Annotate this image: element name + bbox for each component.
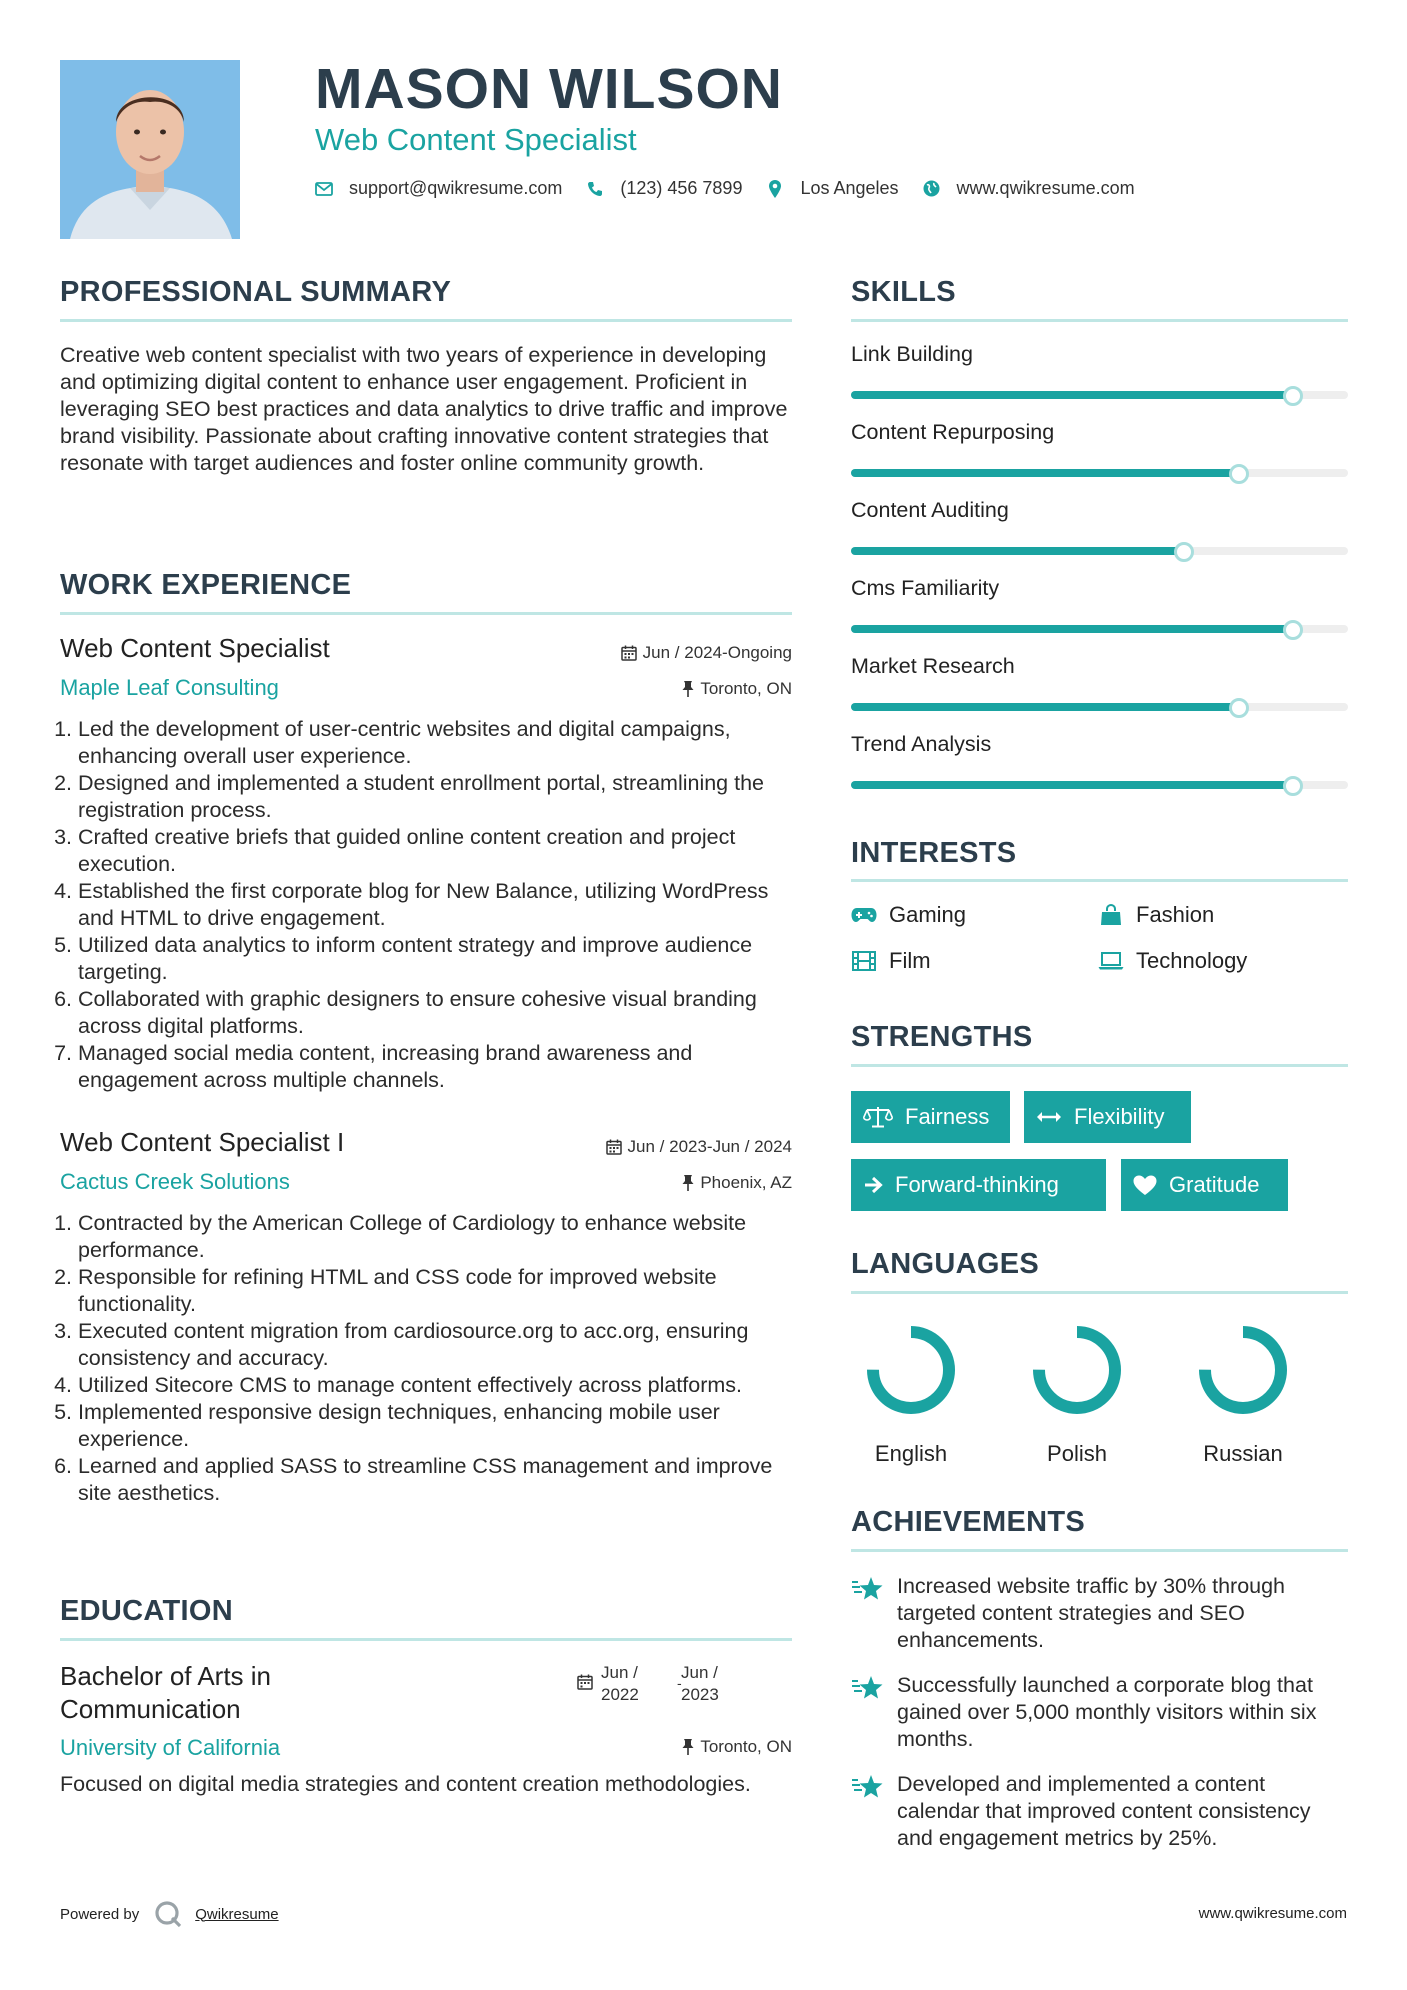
phone-icon bbox=[586, 180, 604, 198]
powered-by-text: Powered by bbox=[60, 1905, 140, 1923]
summary-divider bbox=[60, 319, 792, 322]
job-bullets bbox=[60, 1210, 808, 1507]
summary-text: Creative web content specialist with two years of experience in developing and optimizing digital content to enhance user engagement. Proficient in leveraging SEO best practices and data analytics to drive traffic and improve brand visibility. Passionate about crafting innovative content strategies that resonate with target audiences and foster online community growth. bbox=[60, 343, 788, 475]
skill-bar-fill bbox=[851, 469, 1239, 477]
language-item bbox=[856, 1320, 966, 1467]
strengths-heading: STRENGTHS bbox=[851, 1021, 1033, 1053]
contact-phone-text: (123) 456 7899 bbox=[620, 178, 743, 198]
strengths-divider bbox=[851, 1064, 1348, 1067]
star-trophy-icon bbox=[851, 1672, 885, 1753]
interests-heading: INTERESTS bbox=[851, 837, 1017, 869]
list-item: 3. Crafted creative briefs that guided online content creation and project execution. bbox=[78, 824, 808, 878]
education-date-end-2: 2023 bbox=[681, 1685, 719, 1704]
languages-divider bbox=[851, 1291, 1348, 1294]
balance-scale-icon bbox=[863, 1106, 893, 1128]
skill-bar-fill bbox=[851, 391, 1293, 399]
envelope-icon bbox=[315, 180, 333, 198]
list-item: 5. Utilized data analytics to inform content strategy and improve audience targeting. bbox=[78, 932, 808, 986]
education-heading: EDUCATION bbox=[60, 1595, 233, 1627]
education-date-end-1: Jun / bbox=[681, 1663, 718, 1682]
language-name: English bbox=[874, 1441, 948, 1466]
language-name: Polish bbox=[1047, 1441, 1107, 1466]
strength-badge bbox=[1024, 1091, 1191, 1143]
skill-name: Content Auditing bbox=[851, 498, 1009, 522]
education-date-start-1: Jun / bbox=[601, 1663, 638, 1682]
education-date bbox=[577, 1662, 741, 1706]
qwikresume-link[interactable]: Qwikresume bbox=[195, 1905, 279, 1923]
education-date-end: - Jun / 2023 bbox=[681, 1662, 741, 1706]
language-item bbox=[1188, 1320, 1298, 1467]
calendar-icon bbox=[621, 645, 637, 661]
arrows-horizontal-icon bbox=[1036, 1110, 1062, 1124]
interest-item bbox=[851, 948, 931, 974]
gamepad-icon bbox=[851, 904, 877, 926]
list-item: 2. Designed and implemented a student enrollment portal, streamlining the registration process. bbox=[78, 770, 808, 824]
job-bullets bbox=[60, 716, 808, 1094]
skill-name: Cms Familiarity bbox=[851, 576, 1000, 600]
job-location bbox=[560, 679, 792, 699]
job-date bbox=[540, 1137, 792, 1157]
job-date-text: Jun / 2023-Jun / 2024 bbox=[627, 1137, 792, 1156]
skill-bar-track bbox=[851, 781, 1348, 789]
job-location bbox=[560, 1173, 792, 1193]
star-trophy-icon bbox=[851, 1573, 885, 1654]
skill-bar-knob bbox=[1174, 542, 1194, 562]
language-ring bbox=[861, 1320, 961, 1420]
contact-bar bbox=[315, 178, 1159, 199]
skill-bar-track bbox=[851, 625, 1348, 633]
list-item: 5. Implemented responsive design techniques, enhancing mobile user experience. bbox=[78, 1399, 808, 1453]
laptop-icon bbox=[1098, 950, 1124, 972]
interests-divider bbox=[851, 879, 1348, 882]
interest-label: Gaming bbox=[889, 902, 967, 927]
candidate-name: MASON WILSON bbox=[315, 57, 783, 121]
list-item: 1. Led the development of user-centric websites and digital campaigns, enhancing overall user experience. bbox=[78, 716, 808, 770]
contact-email[interactable] bbox=[315, 178, 562, 199]
contact-website[interactable] bbox=[923, 178, 1135, 199]
summary-heading: PROFESSIONAL SUMMARY bbox=[60, 276, 452, 308]
list-item: 6. Learned and applied SASS to streamline CSS management and improve site aesthetics. bbox=[78, 1453, 808, 1507]
interest-label: Film bbox=[889, 948, 931, 973]
contact-phone[interactable] bbox=[586, 178, 742, 199]
achievement-text: Developed and implemented a content calendar that improved content consistency and engagement metrics by 25%. bbox=[897, 1772, 1311, 1850]
qwikresume-logo-icon bbox=[153, 1900, 183, 1928]
skills-divider bbox=[851, 319, 1348, 322]
experience-heading: WORK EXPERIENCE bbox=[60, 569, 352, 601]
skill-bar-fill bbox=[851, 625, 1293, 633]
job-location-text: Phoenix, AZ bbox=[700, 1173, 792, 1192]
star-trophy-icon bbox=[851, 1771, 885, 1852]
job-company: Cactus Creek Solutions bbox=[60, 1169, 290, 1194]
language-ring bbox=[1027, 1320, 1127, 1420]
film-icon bbox=[851, 950, 877, 972]
strength-badge bbox=[1121, 1159, 1288, 1211]
list-item: 7. Managed social media content, increasing brand awareness and engagement across multiple channels. bbox=[78, 1040, 808, 1094]
list-item: 1. Contracted by the American College of Cardiology to enhance website performance. bbox=[78, 1210, 808, 1264]
job-company: Maple Leaf Consulting bbox=[60, 675, 279, 700]
language-ring bbox=[1193, 1320, 1293, 1420]
skill-bar-fill bbox=[851, 547, 1184, 555]
achievement-text: Successfully launched a corporate blog that gained over 5,000 monthly visitors within six months. bbox=[897, 1673, 1317, 1751]
skill-bar-track bbox=[851, 469, 1348, 477]
achievement-text: Increased website traffic by 30% through targeted content strategies and SEO enhancements. bbox=[897, 1574, 1286, 1652]
education-date-start bbox=[601, 1662, 681, 1706]
interest-item bbox=[1098, 948, 1247, 974]
pushpin-icon bbox=[682, 681, 694, 697]
skill-bar-knob bbox=[1229, 698, 1249, 718]
skill-bar-knob bbox=[1283, 386, 1303, 406]
strength-label: Forward-thinking bbox=[895, 1172, 1059, 1197]
skill-bar-fill bbox=[851, 703, 1239, 711]
candidate-title: Web Content Specialist bbox=[315, 122, 637, 157]
skill-bar-track bbox=[851, 703, 1348, 711]
pushpin-icon bbox=[682, 1175, 694, 1191]
job-date bbox=[560, 643, 792, 663]
contact-website-text: www.qwikresume.com bbox=[956, 178, 1135, 198]
strength-label: Flexibility bbox=[1074, 1104, 1165, 1129]
skill-name: Trend Analysis bbox=[851, 732, 992, 756]
achievements-heading: ACHIEVEMENTS bbox=[851, 1506, 1086, 1538]
languages-heading: LANGUAGES bbox=[851, 1248, 1039, 1280]
job-date-text: Jun / 2024-Ongoing bbox=[642, 643, 792, 662]
map-marker-icon bbox=[766, 180, 784, 198]
contact-email-text: support@qwikresume.com bbox=[349, 178, 563, 198]
skills-heading: SKILLS bbox=[851, 276, 956, 308]
strength-badge bbox=[851, 1091, 1010, 1143]
achievement-item bbox=[851, 1672, 1347, 1753]
job-title: Web Content Specialist I bbox=[60, 1127, 345, 1157]
achievement-item bbox=[851, 1771, 1347, 1852]
education-location-text: Toronto, ON bbox=[700, 1737, 792, 1756]
footer-powered-by bbox=[60, 1900, 279, 1928]
list-item: 6. Collaborated with graphic designers to ensure cohesive visual branding across digital platforms. bbox=[78, 986, 808, 1040]
skill-bar-track bbox=[851, 391, 1348, 399]
interest-label: Technology bbox=[1136, 948, 1248, 973]
job-location-text: Toronto, ON bbox=[700, 679, 792, 698]
education-divider bbox=[60, 1638, 792, 1641]
arrow-right-icon bbox=[863, 1175, 883, 1195]
profile-photo bbox=[60, 60, 240, 239]
globe-icon bbox=[923, 180, 941, 198]
language-item bbox=[1022, 1320, 1132, 1467]
interest-item bbox=[851, 902, 966, 928]
skill-name: Market Research bbox=[851, 654, 1015, 678]
skill-bar-track bbox=[851, 547, 1348, 555]
footer-website: www.qwikresume.com bbox=[1198, 1905, 1347, 1922]
strength-label: Gratitude bbox=[1169, 1172, 1260, 1197]
pushpin-icon bbox=[682, 1739, 694, 1755]
skill-name: Link Building bbox=[851, 342, 973, 366]
contact-location bbox=[766, 178, 898, 199]
contact-location-text: Los Angeles bbox=[800, 178, 899, 198]
interest-label: Fashion bbox=[1136, 902, 1215, 927]
list-item: 4. Established the first corporate blog for New Balance, utilizing WordPress and HTML to drive engagement. bbox=[78, 878, 808, 932]
skill-bar-knob bbox=[1283, 620, 1303, 640]
interest-item bbox=[1098, 902, 1214, 928]
experience-divider bbox=[60, 612, 792, 615]
skill-bar-knob bbox=[1283, 776, 1303, 796]
education-date-start-2: 2022 bbox=[601, 1685, 639, 1704]
degree-line-1: Bachelor of Arts in bbox=[60, 1661, 271, 1691]
skill-bar-fill bbox=[851, 781, 1293, 789]
strength-label: Fairness bbox=[905, 1104, 990, 1129]
education-location bbox=[560, 1737, 792, 1757]
strength-badge bbox=[851, 1159, 1106, 1211]
language-name: Russian bbox=[1203, 1441, 1283, 1466]
education-degree bbox=[60, 1660, 480, 1726]
list-item: 4. Utilized Sitecore CMS to manage content effectively across platforms. bbox=[78, 1372, 808, 1399]
calendar-icon bbox=[577, 1674, 593, 1690]
list-item: 3. Executed content migration from cardiosource.org to acc.org, ensuring consistency and accuracy. bbox=[78, 1318, 808, 1372]
achievement-item bbox=[851, 1573, 1347, 1654]
skill-bar-knob bbox=[1229, 464, 1249, 484]
list-item: 2. Responsible for refining HTML and CSS code for improved website functionality. bbox=[78, 1264, 808, 1318]
heart-icon bbox=[1133, 1175, 1157, 1196]
job-title: Web Content Specialist bbox=[60, 633, 330, 663]
education-school: University of California bbox=[60, 1735, 281, 1760]
calendar-icon bbox=[606, 1139, 622, 1155]
skill-name: Content Repurposing bbox=[851, 420, 1055, 444]
shopping-bag-icon bbox=[1098, 904, 1124, 926]
education-description: Focused on digital media strategies and content creation methodologies. bbox=[60, 1772, 751, 1796]
degree-line-2: Communication bbox=[60, 1694, 241, 1724]
achievements-divider bbox=[851, 1549, 1348, 1552]
